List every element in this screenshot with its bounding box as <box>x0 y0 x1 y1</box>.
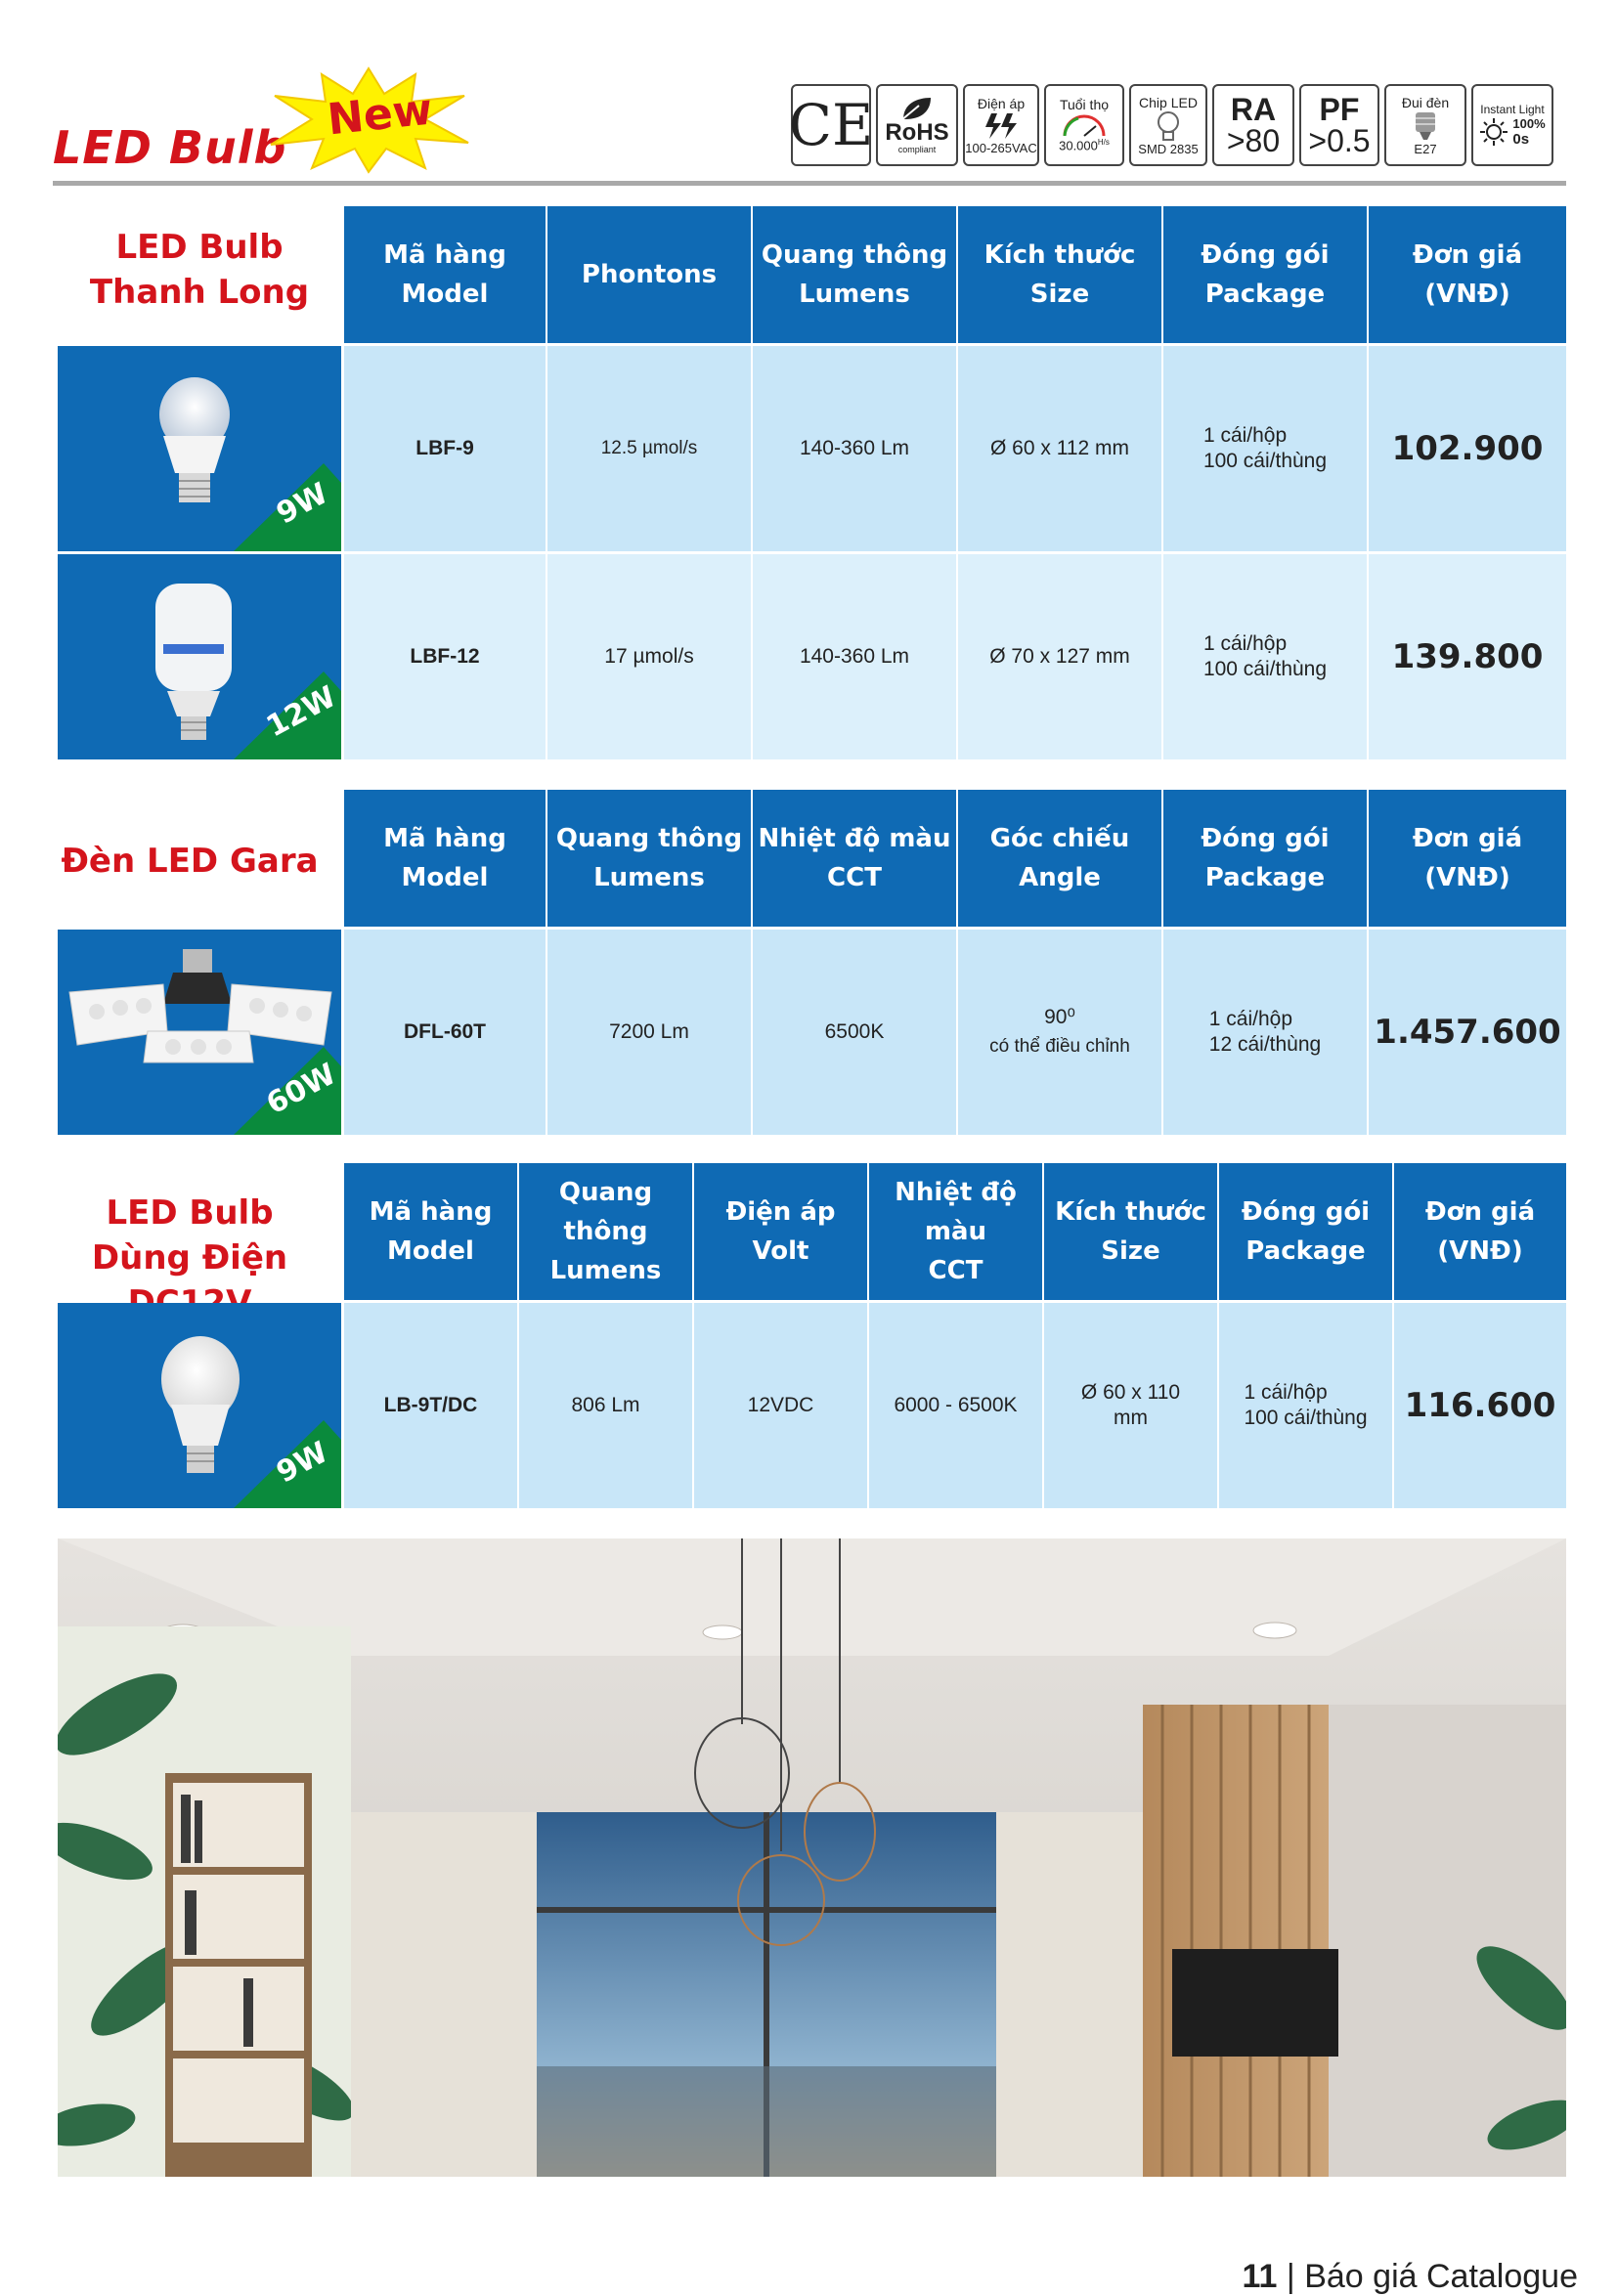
t1-row2-price: 139.800 <box>1369 554 1566 759</box>
t2-row1-price: 1.457.600 <box>1369 930 1566 1135</box>
t2-row1-model: DFL-60T <box>344 930 546 1135</box>
t2-header-package: Đóng gói Package <box>1163 790 1367 927</box>
voltage-icon: Điện áp 100-265VAC <box>963 84 1039 166</box>
lightning-icon <box>982 111 1021 141</box>
t1-row2-watt: 12W <box>260 678 342 745</box>
t1-row1-watt: 9W <box>270 475 334 532</box>
e27-socket-icon <box>1412 110 1439 142</box>
chip-led-icon: Chip LED SMD 2835 <box>1129 84 1207 166</box>
rohs-icon: RoHS compliant <box>876 84 958 166</box>
table3-label: LED Bulb Dùng Điện <box>91 1193 288 1278</box>
t2-header-lumens: Quang thông Lumens <box>547 790 751 927</box>
t3-header-model: Mã hàng Model <box>344 1163 517 1300</box>
t2-row1-cct: 6500K <box>753 930 956 1135</box>
t3-row1-model: LB-9T/DC <box>344 1303 517 1508</box>
t2-row1-package: 1 cái/hộp 12 cái/thùng <box>1163 930 1367 1135</box>
t1-row2-size: Ø 70 x 127 mm <box>958 554 1161 759</box>
t3-header-price: Đơn giá (VNĐ) <box>1394 1163 1566 1300</box>
page-footer <box>1243 2258 1578 2296</box>
t2-header-price: Đơn giá (VNĐ) <box>1369 790 1566 927</box>
t3-row1-size: Ø 60 x 110 mm <box>1044 1303 1217 1508</box>
page-title: LED Bulb <box>53 121 287 174</box>
living-room-image <box>58 1538 1566 2177</box>
t3-row1-package: 1 cái/hộp 100 cái/thùng <box>1219 1303 1392 1508</box>
t1-row1-price: 102.900 <box>1369 346 1566 551</box>
t1-row2-package: 1 cái/hộp 100 cái/thùng <box>1163 554 1367 759</box>
new-badge: New <box>325 84 435 146</box>
t1-row1-package: 1 cái/hộp 100 cái/thùng <box>1163 346 1367 551</box>
t2-row1-angle: 90⁰ có thể điều chỉnh <box>958 930 1161 1135</box>
t3-header-size: Kích thước Size <box>1044 1163 1217 1300</box>
instant-light-icon: Instant Light 100% 0s <box>1471 84 1553 166</box>
t1-header-package: Đóng gói Package <box>1163 206 1367 343</box>
lifetime-icon: Tuổi thọ $30.000^{H/s}$ <box>1044 84 1124 166</box>
t1-header-price: Đơn giá (VNĐ) <box>1369 206 1566 343</box>
t1-row1-size: Ø 60 x 112 mm <box>958 346 1161 551</box>
t1-row1-photons: 12.5 µmol/s <box>547 346 751 551</box>
t1-header-photons: Phontons <box>547 206 751 343</box>
socket-icon: Đui đèn E27 <box>1384 84 1466 166</box>
t3-row1-watt: 9W <box>270 1434 334 1491</box>
leaf-icon <box>897 96 937 121</box>
table1-label: LED Bulb Thanh Long <box>89 228 310 312</box>
t3-header-lumens: Quang thông Lumens <box>519 1163 692 1300</box>
ce-icon: CE <box>791 84 871 166</box>
t2-header-angle: Góc chiếu Angle <box>958 790 1161 927</box>
page-number: 11 <box>1242 2258 1278 2295</box>
t2-row1-watt: 60W <box>260 1056 342 1122</box>
t1-header-model: Mã hàng Model <box>344 206 546 343</box>
certification-icons <box>788 84 1553 166</box>
t2-row1-lumens: 7200 Lm <box>547 930 751 1135</box>
table2-label: Đèn LED Gara <box>61 842 319 881</box>
t1-row1-lumens: 140-360 Lm <box>753 346 956 551</box>
bulb-outline-icon <box>1155 110 1182 142</box>
t3-row1-volt: 12VDC <box>694 1303 867 1508</box>
title-divider <box>53 181 1566 186</box>
t3-row1-cct: 6000 - 6500K <box>869 1303 1042 1508</box>
t2-header-cct: Nhiệt độ màu CCT <box>753 790 956 927</box>
gauge-icon <box>1059 112 1110 138</box>
ra-icon: RA >80 <box>1212 84 1294 166</box>
t3-row1-lumens: 806 Lm <box>519 1303 692 1508</box>
t3-header-package: Đóng gói Package <box>1219 1163 1392 1300</box>
sun-icon <box>1479 117 1508 147</box>
t1-row1-model: LBF-9 <box>344 346 546 551</box>
t1-row2-photons: 17 µmol/s <box>547 554 751 759</box>
interior-photo <box>58 1538 1566 2177</box>
t1-header-lumens: Quang thông Lumens <box>753 206 956 343</box>
t1-row2-model: LBF-12 <box>344 554 546 759</box>
t2-header-model: Mã hàng Model <box>344 790 546 927</box>
t3-header-volt: Điện áp Volt <box>694 1163 867 1300</box>
t3-header-cct: Nhiệt độ màu CCT <box>869 1163 1042 1300</box>
t1-row2-lumens: 140-360 Lm <box>753 554 956 759</box>
footer-separator: | <box>1286 2258 1295 2295</box>
t1-header-size: Kích thước Size <box>958 206 1161 343</box>
t3-row1-price: 116.600 <box>1394 1303 1566 1508</box>
pf-icon: PF >0.5 <box>1299 84 1379 166</box>
footer-text: Báo giá Catalogue <box>1304 2258 1578 2295</box>
